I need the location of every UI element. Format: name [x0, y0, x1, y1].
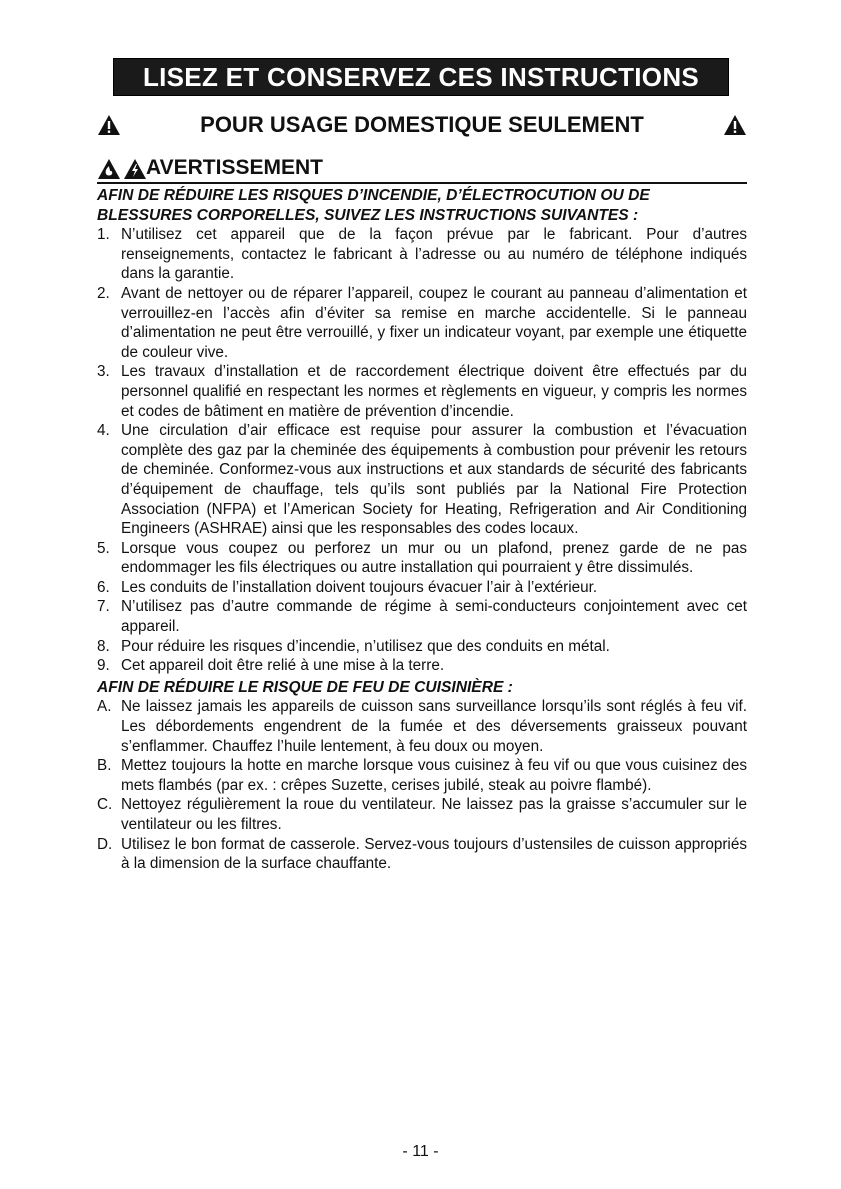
item-letter: B. — [97, 757, 112, 775]
list-item — [97, 421, 747, 539]
item-text: Une circulation d’air efficace est requise pour assurer la combustion et l’évacuation complète des gaz par la cheminée des équipements à combustion pour prévenir les retours de cheminée. Conformez-vous aux instructions et aux standards de sécurité des fabricants d’équipement de chauffage, tels qu’ils sont publiés par la National Fire Protection Association (NFPA) et l’American Society for Heating, Refrigeration and Air Conditioning Engineers (ASHRAE) ainsi que les responsables des codes locaux. — [121, 422, 747, 538]
list-item — [97, 597, 747, 636]
item-number: 1. — [97, 226, 110, 244]
list-item — [97, 795, 747, 834]
item-number: 7. — [97, 598, 110, 616]
item-text: Ne laissez jamais les appareils de cuisson sans surveillance lorsqu’ils sont réglés à feu vif. Les débordements engendrent de la fumée et des déversements graisseux pouvant s’enflammer. Chauffez l’huile lentement, à feu doux ou moyen. — [121, 698, 747, 755]
item-text: Pour réduire les risques d’incendie, n’utilisez que des conduits en métal. — [121, 637, 610, 655]
item-letter: D. — [97, 835, 113, 853]
list-item — [97, 756, 747, 795]
page-number: - 11 - — [402, 1143, 439, 1160]
item-text: N’utilisez cet appareil que de la façon prévue par le fabricant. Pour d’autres renseignements, contactez le fabricant à l’adresse ou au numéro de téléphone indiqués dans la garantie. — [121, 226, 747, 283]
fire-hazard-icon — [97, 158, 121, 180]
list-item — [97, 656, 747, 676]
item-text: Les travaux d’installation et de raccordement électrique doivent être effectués par du personnel qualifié en respectant les normes et règlements en vigueur, y compris les normes et codes de bâtiment en matière de prévention d’incendie. — [121, 363, 747, 420]
safety-list — [97, 225, 747, 676]
usage-header — [97, 112, 747, 140]
item-letter: A. — [97, 698, 112, 716]
list-item — [97, 362, 747, 421]
title-banner — [113, 58, 729, 96]
item-number: 6. — [97, 578, 110, 596]
warning-label: AVERTISSEMENT — [146, 156, 323, 179]
item-text: Cet appareil doit être relié à une mise à la terre. — [121, 657, 445, 675]
usage-title: POUR USAGE DOMESTIQUE SEULEMENT — [200, 112, 644, 137]
item-number: 2. — [97, 284, 110, 302]
warning-triangle-icon — [723, 114, 747, 136]
item-text: Mettez toujours la hotte en marche lorsque vous cuisinez à feu vif ou que vous cuisinez des mets flambés (par ex. : crêpes Suzette, cerises jubilé, steak au poivre flambé). — [121, 757, 747, 794]
list-item — [97, 578, 747, 598]
item-text: Nettoyez régulièrement la roue du ventilateur. Ne laissez pas la graisse s’accumuler sur le ventilateur ou les filtres. — [121, 796, 747, 833]
warning-heading — [97, 156, 747, 184]
item-number: 8. — [97, 637, 110, 655]
cooking-fire-list — [97, 697, 747, 873]
banner-text: LISEZ ET CONSERVEZ CES INSTRUCTIONS — [142, 61, 700, 92]
list-item — [97, 539, 747, 578]
list-item — [97, 835, 747, 874]
list-item — [97, 697, 747, 756]
item-text: N’utilisez pas d’autre commande de régime à semi-conducteurs conjointement avec cet appareil. — [121, 598, 747, 636]
list-item — [97, 637, 747, 657]
item-text: Utilisez le bon format de casserole. Servez-vous toujours d’ustensiles de cuisson appropriés à la dimension de la surface chauffante. — [121, 835, 747, 873]
instructions-body — [97, 186, 747, 874]
item-letter: C. — [97, 796, 113, 814]
item-number: 4. — [97, 422, 110, 440]
electric-shock-icon — [123, 158, 147, 180]
list-item — [97, 225, 747, 284]
section-heading: AFIN DE RÉDUIRE LES RISQUES D’INCENDIE, D’ÉLECTROCUTION OU DE BLESSURES CORPORELLES, SUIVEZ LES INSTRUCTIONS SUIVANTES : — [97, 187, 650, 224]
item-text: Lorsque vous coupez ou perforez un mur ou un plafond, prenez garde de ne pas endommager les fils électriques ou autre installation qui pourraient y être dissimulés. — [121, 539, 747, 577]
section-heading: AFIN DE RÉDUIRE LE RISQUE DE FEU DE CUISINIÈRE : — [97, 678, 513, 696]
item-text: Avant de nettoyer ou de réparer l’appareil, coupez le courant au panneau d’alimentation et verrouillez-en l’accès afin d’éviter sa remise en marche accidentelle. Si le panneau d’alimentation ne peut être verrouillé, y fixer un indicateur voyant, par exemple une étiquette de couleur vive. — [121, 284, 747, 361]
item-number: 3. — [97, 363, 110, 381]
item-number: 9. — [97, 657, 110, 675]
item-number: 5. — [97, 539, 110, 557]
list-item — [97, 284, 747, 362]
item-text: Les conduits de l’installation doivent toujours évacuer l’air à l’extérieur. — [121, 578, 598, 596]
